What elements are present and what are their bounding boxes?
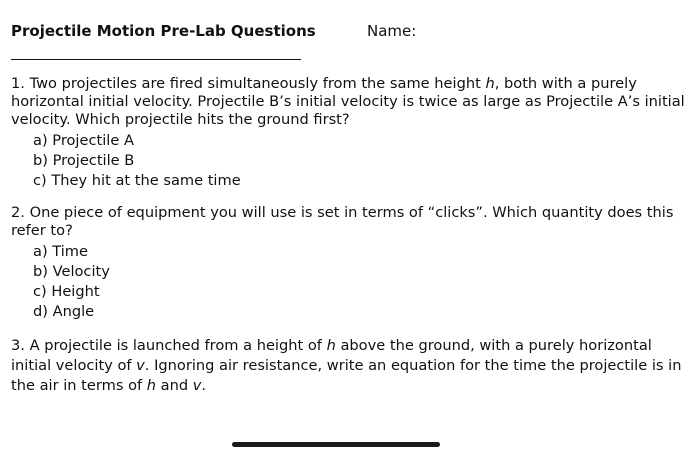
name-label: Name: xyxy=(367,22,417,40)
question-1 xyxy=(11,75,693,191)
option-letter: d) xyxy=(33,303,48,320)
question-text: . xyxy=(201,377,207,394)
option-letter: c) xyxy=(33,283,47,300)
option-text: Velocity xyxy=(52,263,110,280)
question-text: A projectile is launched from a height of xyxy=(29,337,327,354)
question-text: above the ground, with a purely horizontal initial velocity of xyxy=(11,337,652,374)
question-text: One piece of equipment you will use is set in terms of “clicks”. Which quantity does this refer to? xyxy=(11,204,674,239)
page-title: Projectile Motion Pre-Lab Questions xyxy=(11,22,316,40)
option-text: They hit at the same time xyxy=(51,172,241,189)
option-letter: c) xyxy=(33,172,47,189)
home-indicator-bar[interactable] xyxy=(232,442,440,447)
question-1-options xyxy=(11,131,693,191)
question-2-options xyxy=(11,242,693,322)
question-3 xyxy=(11,336,693,396)
question-2-text xyxy=(11,204,693,240)
option-b[interactable] xyxy=(33,262,693,282)
option-a[interactable] xyxy=(33,131,693,151)
option-text: Height xyxy=(51,283,100,300)
variable-h: h xyxy=(485,75,495,92)
option-text: Projectile A xyxy=(52,132,134,149)
question-text: and xyxy=(156,377,193,394)
option-text: Angle xyxy=(52,303,95,320)
variable-v: v xyxy=(136,357,145,374)
variable-h: h xyxy=(326,337,336,354)
option-text: Projectile B xyxy=(52,152,135,169)
question-1-text xyxy=(11,75,693,129)
variable-h: h xyxy=(146,377,157,394)
option-text: Time xyxy=(52,243,88,260)
variable-v: v xyxy=(192,377,202,394)
question-2 xyxy=(11,204,693,322)
question-number: 3. xyxy=(11,337,25,354)
question-text: , both with a purely horizontal initial velocity. Projectile B’s initial velocity is twice as large as Projectile A’s initial velocity. Which projectile hits the ground first? xyxy=(11,75,685,128)
question-text: . Ignoring air resistance, write an equation for the time the projectile is in the air in terms of xyxy=(11,357,682,394)
option-letter: a) xyxy=(33,132,48,149)
option-b[interactable] xyxy=(33,151,693,171)
question-text: Two projectiles are fired simultaneously from the same height xyxy=(29,75,486,92)
option-letter: a) xyxy=(33,243,48,260)
option-letter: b) xyxy=(33,263,48,280)
option-c[interactable] xyxy=(33,282,693,302)
option-a[interactable] xyxy=(33,242,693,262)
option-letter: b) xyxy=(33,152,48,169)
question-3-text xyxy=(11,336,693,396)
name-underline xyxy=(11,59,301,60)
option-c[interactable] xyxy=(33,171,693,191)
question-number: 1. xyxy=(11,75,25,92)
question-number: 2. xyxy=(11,204,25,221)
option-d[interactable] xyxy=(33,302,693,322)
